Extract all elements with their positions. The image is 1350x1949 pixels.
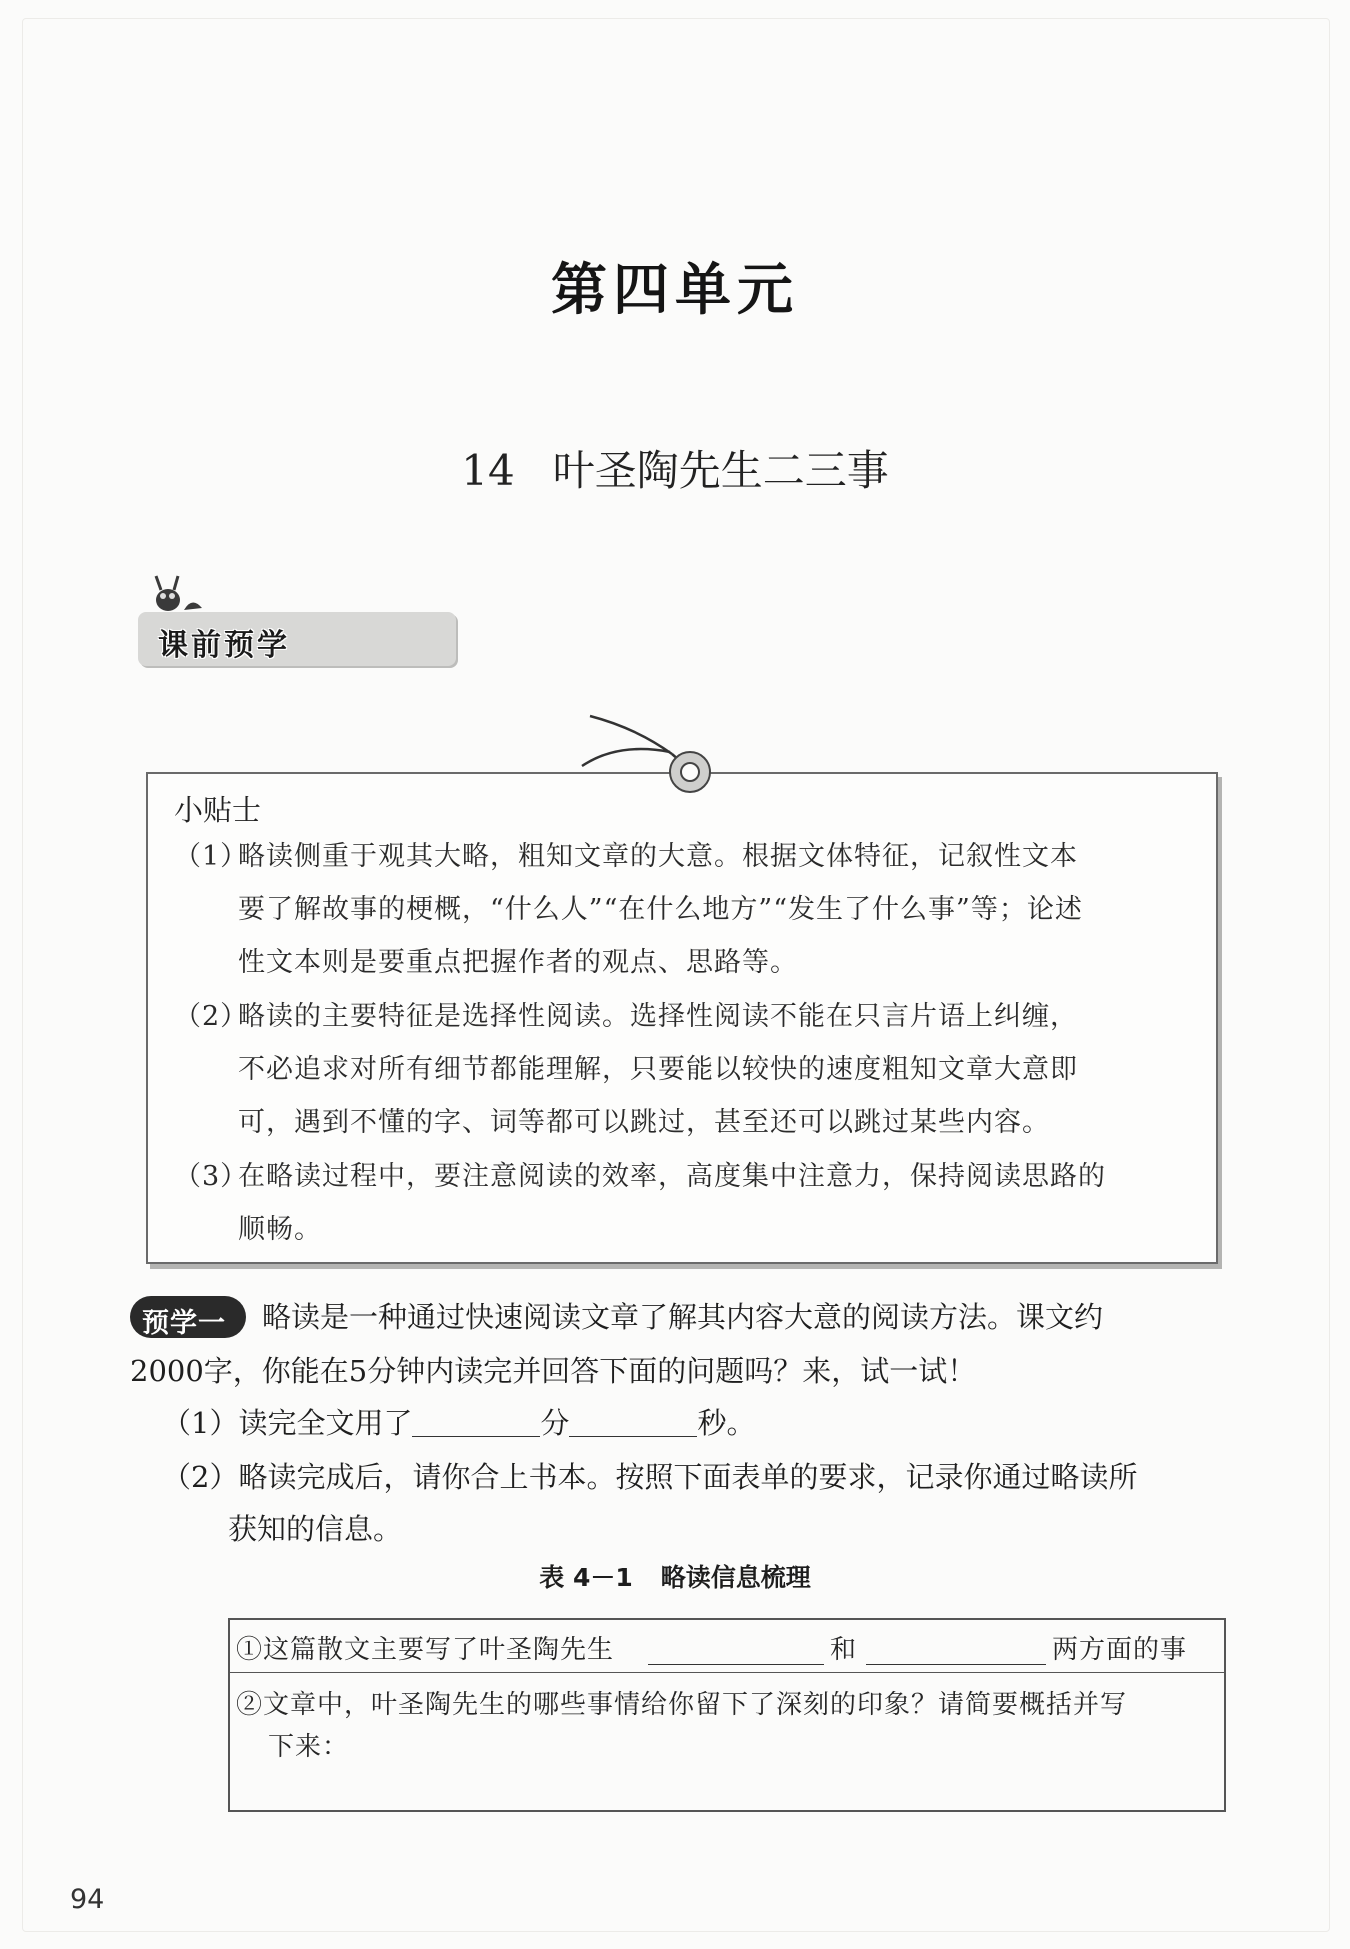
unit-title: 第四单元 (551, 258, 799, 323)
aspect-1-blank[interactable] (648, 1630, 824, 1665)
lesson-name: 叶圣陶先生二三事 (552, 446, 889, 495)
preview-intro-line1: 略读是一种通过快速阅读文章了解其内容大意的阅读方法。课文约 (262, 1300, 1104, 1334)
lesson-title (0, 438, 1350, 498)
minutes-blank[interactable] (412, 1402, 540, 1437)
info-table: ①这篇散文主要写了叶圣陶先生 和 两方面的事 ②文章中，叶圣陶先生的哪些事情给你留下了深刻的印象？请简要概括并写 下来： (228, 1618, 1226, 1812)
question-2: （2）略读完成后，请你合上书本。按照下面表单的要求，记录你通过略读所 (162, 1460, 1138, 1494)
answer-area[interactable] (334, 1720, 1214, 1800)
question-1: （1）读完全文用了 分 秒。 (162, 1396, 756, 1450)
tips-box: 小贴士 （1） 略读侧重于观其大略，粗知文章的大意。根据文体特征，记叙性文本 要了解故事的梗概，“什么人”“在什么地方”“发生了什么事”等；论述 性文本则是要重点把握作者的观点、思路等。 （2） 略读的主要特征是选择性阅读。选择性阅读不能在只言片语上纠缠， 不必追求对所有细节都能理解，只要能以较快的速度粗知文章大意即 可，遇到不懂的字、词等都可以跳过，甚至还可以跳过某些内容。 （3） 在略读过程中，要注意阅读的效率，高度集中注意力，保持阅读思路的 顺畅。 (146, 772, 1218, 1264)
table-caption (0, 1558, 1350, 1594)
table-label: 表 4－1 (539, 1563, 633, 1592)
tips-title: 小贴士 (174, 793, 262, 827)
table-title: 略读信息梳理 (660, 1563, 811, 1592)
preview-tag: 预学一 (130, 1296, 246, 1338)
page-number: 94 (70, 1884, 105, 1915)
section-badge-label: 课前预学 (158, 628, 290, 663)
preview-intro-line2: 2000字，你能在5分钟内读完并回答下面的问题吗？来，试一试！ (130, 1354, 977, 1388)
seconds-blank[interactable] (569, 1402, 697, 1437)
tag-string-icon (578, 708, 748, 798)
bug-mascot-icon (146, 570, 206, 618)
lesson-number: 14 (461, 446, 515, 495)
table-row: ①这篇散文主要写了叶圣陶先生 和 两方面的事 (230, 1620, 1224, 1673)
aspect-2-blank[interactable] (866, 1630, 1046, 1665)
table-row: ②文章中，叶圣陶先生的哪些事情给你留下了深刻的印象？请简要概括并写 (236, 1690, 1128, 1720)
question-2-line2: 获知的信息。 (228, 1512, 403, 1546)
